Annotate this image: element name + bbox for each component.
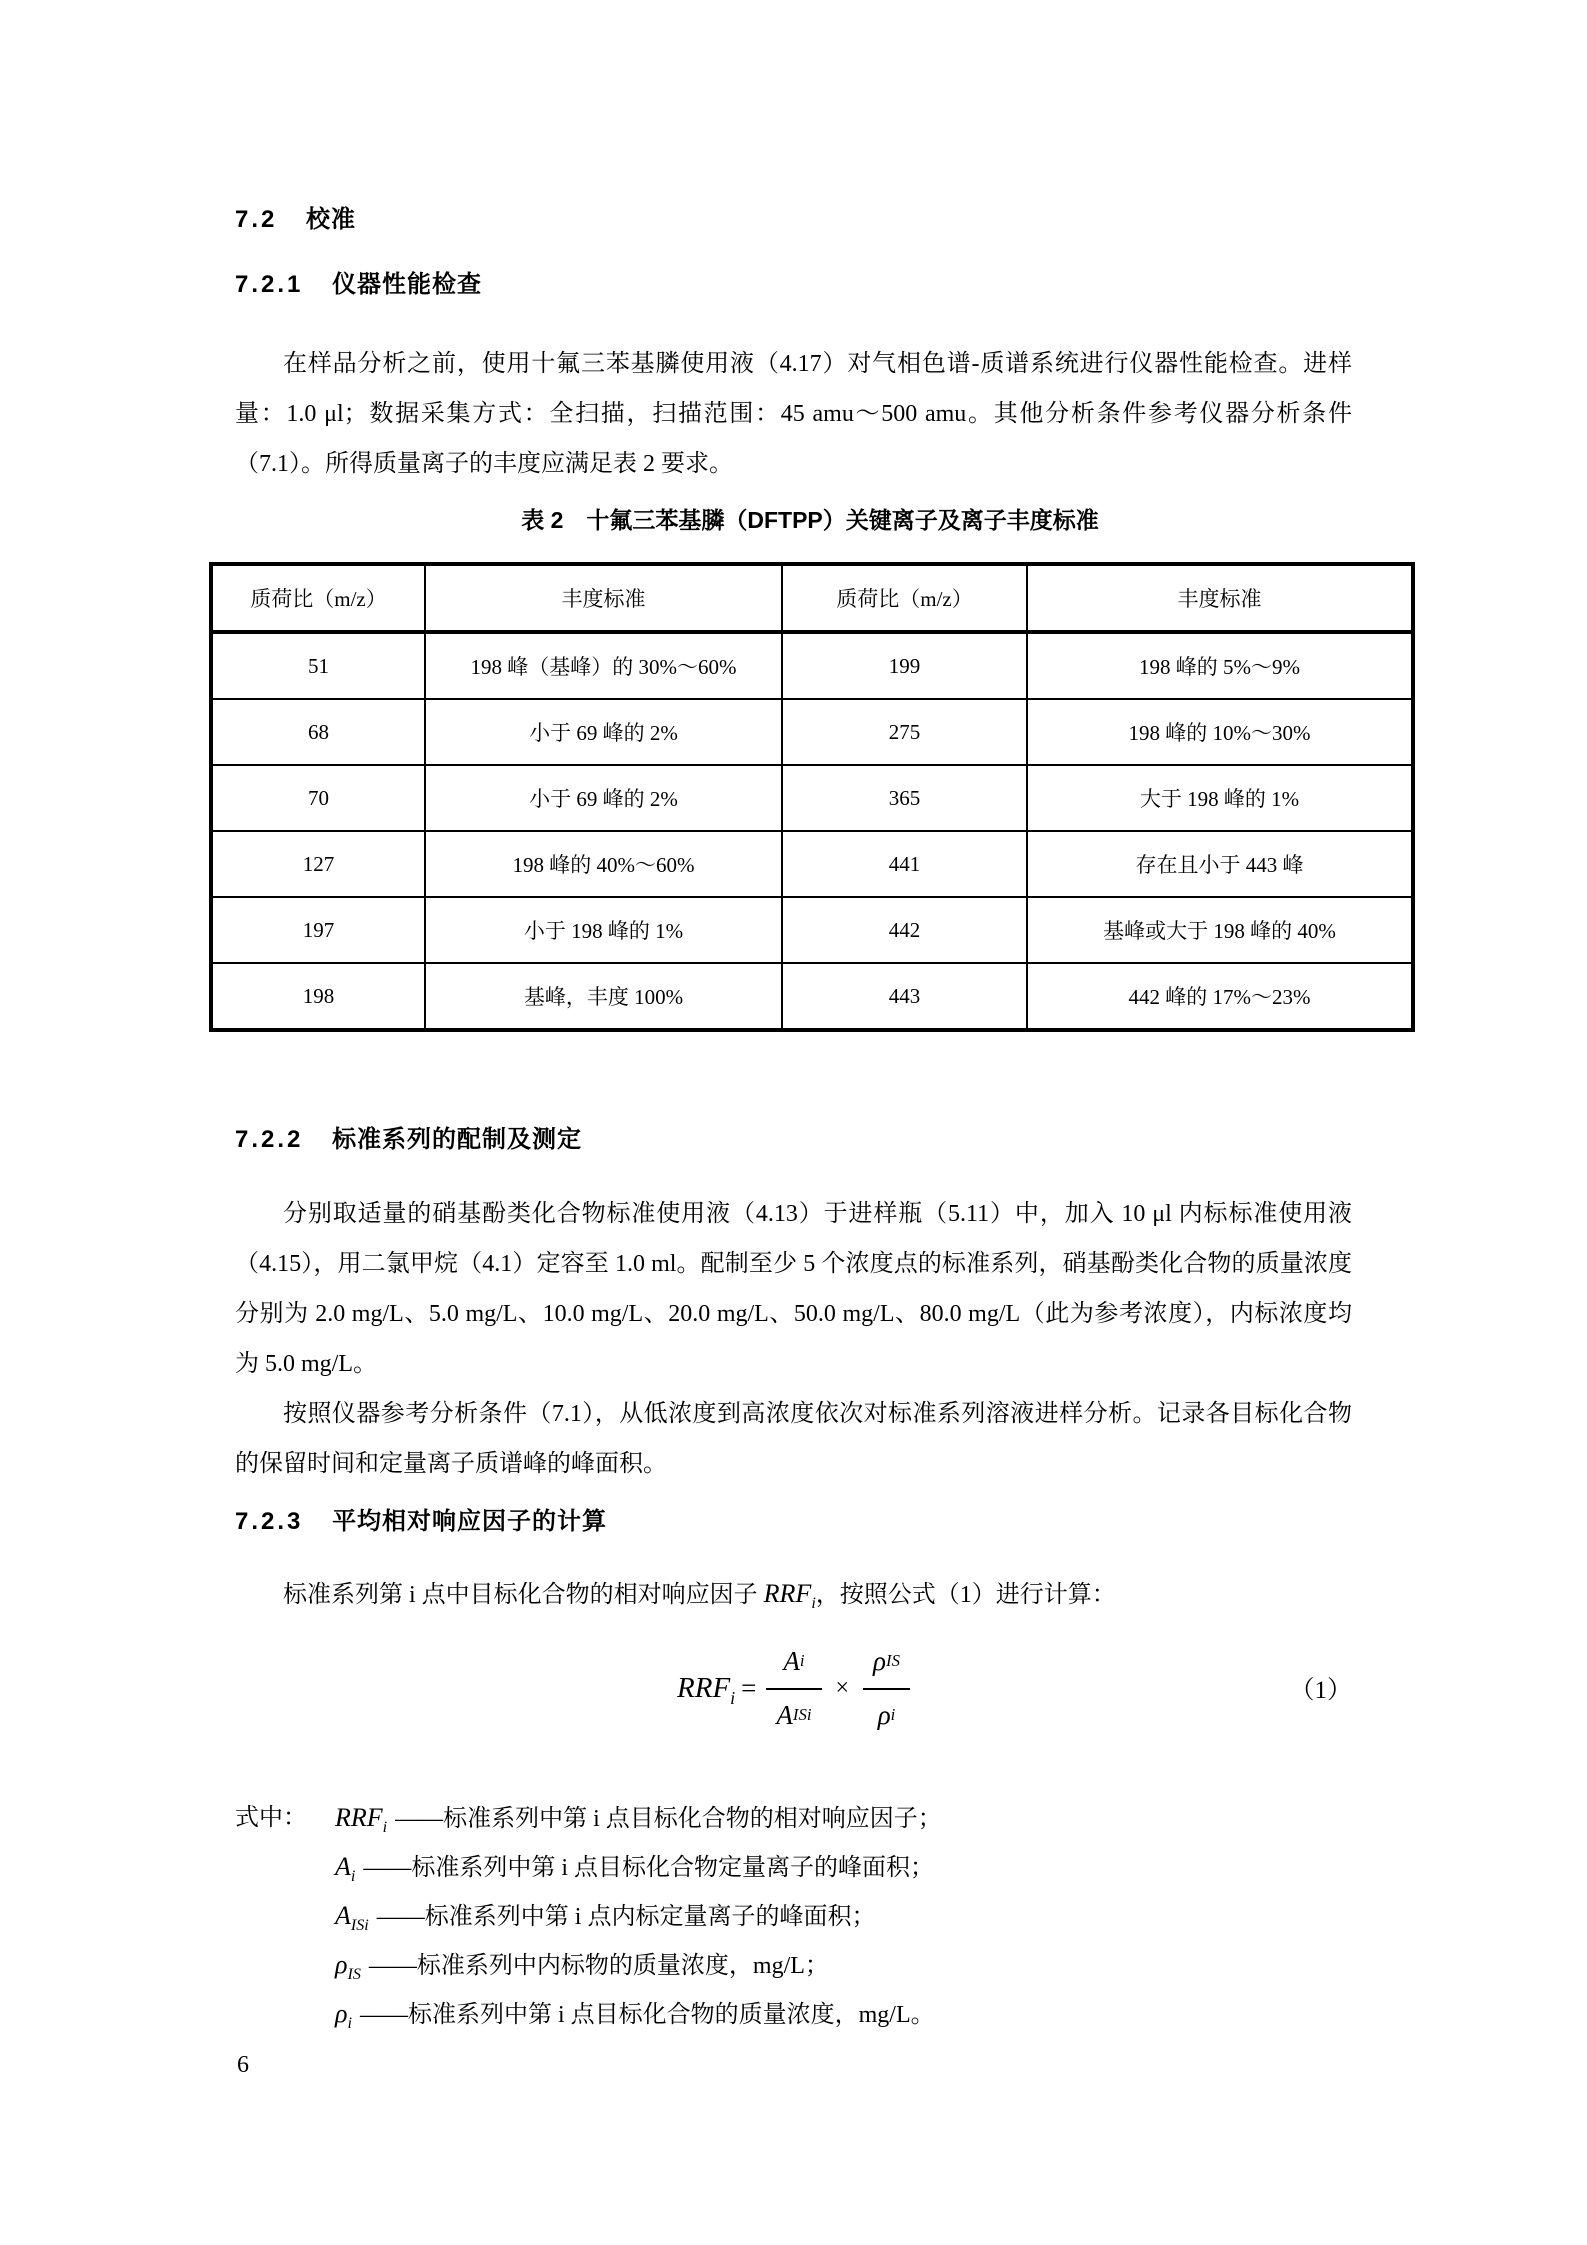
table-row <box>211 765 1413 831</box>
definition-description: ——标准系列中第 i 点目标化合物的相对响应因子； <box>395 1806 942 1832</box>
symbol-main: RRF <box>335 1803 383 1832</box>
definitions-label: 式中： <box>235 1805 307 1831</box>
fraction-area-ratio <box>766 1634 821 1742</box>
table2-container <box>209 504 1411 1032</box>
section-heading-7-2-3 <box>235 1506 1352 1538</box>
fraction-numerator: A i <box>783 1645 805 1676</box>
section-title: 仪器性能检查 <box>332 271 483 298</box>
section-heading-7-2-2 <box>235 1124 1352 1156</box>
equation-number: （1） <box>1289 1677 1352 1704</box>
page-number: 6 <box>237 2052 249 2078</box>
definition-description: ——标准系列中内标物的质量浓度，mg/L； <box>368 1953 829 1979</box>
definition-line-ai <box>235 1843 1352 1892</box>
table-cell: 198 <box>211 963 425 1030</box>
table-cell: 51 <box>211 632 425 699</box>
definition-description: ——标准系列中第 i 点目标化合物的质量浓度，mg/L。 <box>359 2002 935 2028</box>
symbol-main: ρ <box>335 1999 348 2028</box>
equation-lhs-sub: i <box>730 1687 736 1708</box>
definition-line-rho-is <box>235 1941 1352 1990</box>
symbol-sub: IS <box>347 1966 361 1984</box>
symbol-A: A <box>783 1645 800 1676</box>
symbol-rho-IS: ρ <box>873 1645 887 1676</box>
variable-definitions <box>235 1794 1352 2039</box>
section-number: 7.2 <box>235 206 278 233</box>
equation-body <box>677 1634 910 1742</box>
rrf-intro-suffix: ，按照公式（1）进行计算： <box>815 1582 1116 1608</box>
table-cell: 小于 69 峰的 2% <box>425 699 782 765</box>
table-cell: 小于 69 峰的 2% <box>425 765 782 831</box>
equation-lhs <box>677 1671 736 1708</box>
table-cell: 70 <box>211 765 425 831</box>
table-cell: 198 峰的 10%～30% <box>1027 699 1413 765</box>
table-header-row <box>211 564 1413 632</box>
paragraph-instrument-performance: 在样品分析之前，使用十氟三苯基膦使用液（4.17）对气相色谱-质谱系统进行仪器性能检查。进样量：1.0 μl；数据采集方式：全扫描，扫描范围：45 amu～500 amu。其他分析条件参考仪器分析条件（7.1）。所得质量离子的丰度应满足表 2 要求。 <box>235 351 1352 477</box>
table-row <box>211 897 1413 963</box>
section-title: 平均相对响应因子的计算 <box>332 1508 608 1535</box>
table-cell: 197 <box>211 897 425 963</box>
table-cell: 198 峰（基峰）的 30%～60% <box>425 632 782 699</box>
table-cell: 441 <box>782 831 1027 897</box>
rrf-symbol-main: RRF <box>763 1579 812 1608</box>
rrf-symbol-sub: i <box>811 1595 816 1613</box>
symbol-main: A <box>335 1852 351 1881</box>
table-cell: 小于 198 峰的 1% <box>425 897 782 963</box>
rrf-inline-symbol <box>763 1579 816 1613</box>
table-cell: 存在且小于 443 峰 <box>1027 831 1413 897</box>
section-title: 校准 <box>306 206 357 233</box>
paragraph-standard-series-preparation: 分别取适量的硝基酚类化合物标准使用液（4.13）于进样瓶（5.11）中，加入 10 μl 内标标准使用液（4.15），用二氯甲烷（4.1）定容至 1.0 ml。配制至少 5 个浓度点的标准系列，硝基酚类化合物的质量浓度分别为 2.0 mg/L、5.0 mg/L、10.0 mg/L、20.0 mg/L、50.0 mg/L、80.0 mg/L（此为参考浓度），内标浓度均为 5.0 mg/L。 <box>235 1201 1352 1377</box>
section-number: 7.2.1 <box>235 271 304 298</box>
definition-symbol <box>335 1999 352 2033</box>
symbol-sub: i <box>347 2015 352 2033</box>
table-cell: 127 <box>211 831 425 897</box>
symbol-A-IS: A <box>776 1699 793 1730</box>
table-header-cell-abundance-2: 丰度标准 <box>1027 564 1413 632</box>
symbol-main: ρ <box>335 1950 348 1979</box>
definition-line-rrf <box>235 1794 1352 1843</box>
paragraph-standard-series-analysis: 按照仪器参考分析条件（7.1），从低浓度到高浓度依次对标准系列溶液进样分析。记录各目标化合物的保留时间和定量离子质谱峰的峰面积。 <box>235 1401 1352 1477</box>
rrf-intro-prefix: 标准系列第 i 点中目标化合物的相对响应因子 <box>283 1582 764 1608</box>
equation-1 <box>235 1632 1352 1744</box>
table2-caption: 表 2 十氟三苯基膦（DFTPP）关键离子及离子丰度标准 <box>521 507 1099 533</box>
section-heading-7-2-1 <box>235 269 1352 301</box>
table-row <box>211 632 1413 699</box>
definition-symbol <box>335 1901 369 1935</box>
fraction-denominator: A ISi <box>776 1699 812 1730</box>
section-number: 7.2.2 <box>235 1126 304 1153</box>
paragraph-rrf-intro <box>235 1569 1352 1620</box>
definition-line-rho-i <box>235 1990 1352 2039</box>
table-header-cell-mz-1: 质荷比（m/z） <box>211 564 425 632</box>
equation-lhs-main: RRF <box>677 1671 731 1704</box>
symbol-sub: i <box>382 1819 388 1837</box>
fraction-concentration-ratio <box>863 1634 910 1742</box>
table-cell: 大于 198 峰的 1% <box>1027 765 1413 831</box>
definition-symbol <box>335 1852 356 1886</box>
table-cell: 198 峰的 40%～60% <box>425 831 782 897</box>
table-row <box>211 699 1413 765</box>
table-cell: 443 <box>782 963 1027 1030</box>
table-cell: 198 峰的 5%～9% <box>1027 632 1413 699</box>
table-cell: 基峰，丰度 100% <box>425 963 782 1030</box>
symbol-sub: i <box>350 1868 356 1886</box>
table-row <box>211 831 1413 897</box>
table-header-cell-abundance-1: 丰度标准 <box>425 564 782 632</box>
section-title: 标准系列的配制及测定 <box>332 1126 583 1153</box>
fraction-denominator: ρ i <box>877 1699 896 1730</box>
table-cell: 442 峰的 17%～23% <box>1027 963 1413 1030</box>
definition-symbol <box>335 1950 361 1984</box>
section-heading-7-2 <box>235 204 1352 236</box>
table-cell: 442 <box>782 897 1027 963</box>
table-cell: 365 <box>782 765 1027 831</box>
table-cell: 199 <box>782 632 1027 699</box>
symbol-rho-i: ρ <box>877 1699 891 1730</box>
definition-line-aisi <box>235 1892 1352 1941</box>
section-number: 7.2.3 <box>235 1508 304 1535</box>
symbol-main: A <box>335 1901 351 1930</box>
table-cell: 基峰或大于 198 峰的 40% <box>1027 897 1413 963</box>
equals-sign: = <box>741 1672 757 1703</box>
table-cell: 275 <box>782 699 1027 765</box>
symbol-sub: ISi <box>350 1917 369 1935</box>
definition-symbol <box>335 1803 388 1837</box>
fraction-numerator: ρ IS <box>873 1645 900 1676</box>
table-cell: 68 <box>211 699 425 765</box>
table-row <box>211 963 1413 1030</box>
definition-description: ——标准系列中第 i 点目标化合物定量离子的峰面积； <box>363 1855 935 1881</box>
table2-dftpp-ion-abundance <box>209 562 1415 1032</box>
table-header-cell-mz-2: 质荷比（m/z） <box>782 564 1027 632</box>
definition-description: ——标准系列中第 i 点内标定量离子的峰面积； <box>376 1904 876 1930</box>
multiplication-sign: × <box>835 1674 850 1701</box>
